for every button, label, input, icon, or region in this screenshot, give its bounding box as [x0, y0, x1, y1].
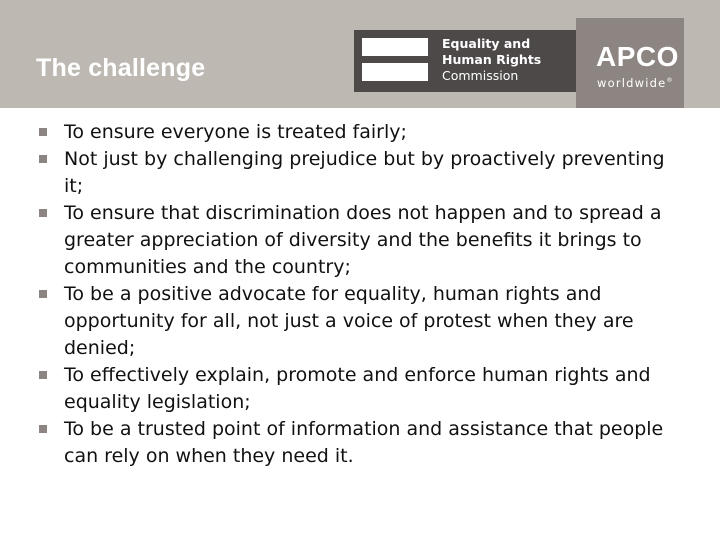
apco-logo-tagline: worldwide®: [597, 75, 674, 90]
bullet-item: [38, 119, 688, 146]
bullet-text: To ensure everyone is treated fairly;: [64, 121, 407, 143]
bullet-text: Not just by challenging prejudice but by proactively preventing it;: [64, 148, 665, 197]
apco-logo-name: APCO: [596, 41, 679, 72]
bullet-text: To be a trusted point of information and assistance that people can rely on when they need it.: [64, 418, 664, 467]
bullet-text: To ensure that discrimination does not happen and to spread a greater appreciation of diversity and the benefits it brings to communities and the country;: [64, 202, 662, 278]
bullet-item: [38, 416, 688, 470]
bullet-text: To be a positive advocate for equality, human rights and opportunity for all, not just a voice of protest when they are denied;: [64, 283, 634, 359]
bullet-square-icon: [39, 155, 47, 163]
bullet-item: [38, 281, 688, 362]
bullet-square-icon: [39, 371, 47, 379]
slide-header: [0, 0, 720, 108]
bullet-square-icon: [39, 425, 47, 433]
ehrc-logo: [354, 30, 576, 92]
ehrc-logo-bar-top: [362, 38, 428, 56]
bullet-item: [38, 146, 688, 200]
bullet-square-icon: [39, 290, 47, 298]
bullet-text: To effectively explain, promote and enforce human rights and equality legislation;: [64, 364, 651, 413]
slide-title: The challenge: [36, 54, 206, 82]
bullet-list: [38, 119, 688, 470]
ehrc-logo-bar-bottom: [362, 63, 428, 81]
ehrc-logo-line-3: Commission: [442, 68, 519, 83]
bullet-item: [38, 200, 688, 281]
ehrc-logo-text: [442, 36, 541, 84]
apco-logo: [576, 18, 684, 108]
ehrc-logo-line-1: Equality and: [442, 36, 531, 51]
bullet-square-icon: [39, 128, 47, 136]
bullet-item: [38, 362, 688, 416]
ehrc-logo-line-2: Human Rights: [442, 52, 542, 67]
bullet-square-icon: [39, 209, 47, 217]
